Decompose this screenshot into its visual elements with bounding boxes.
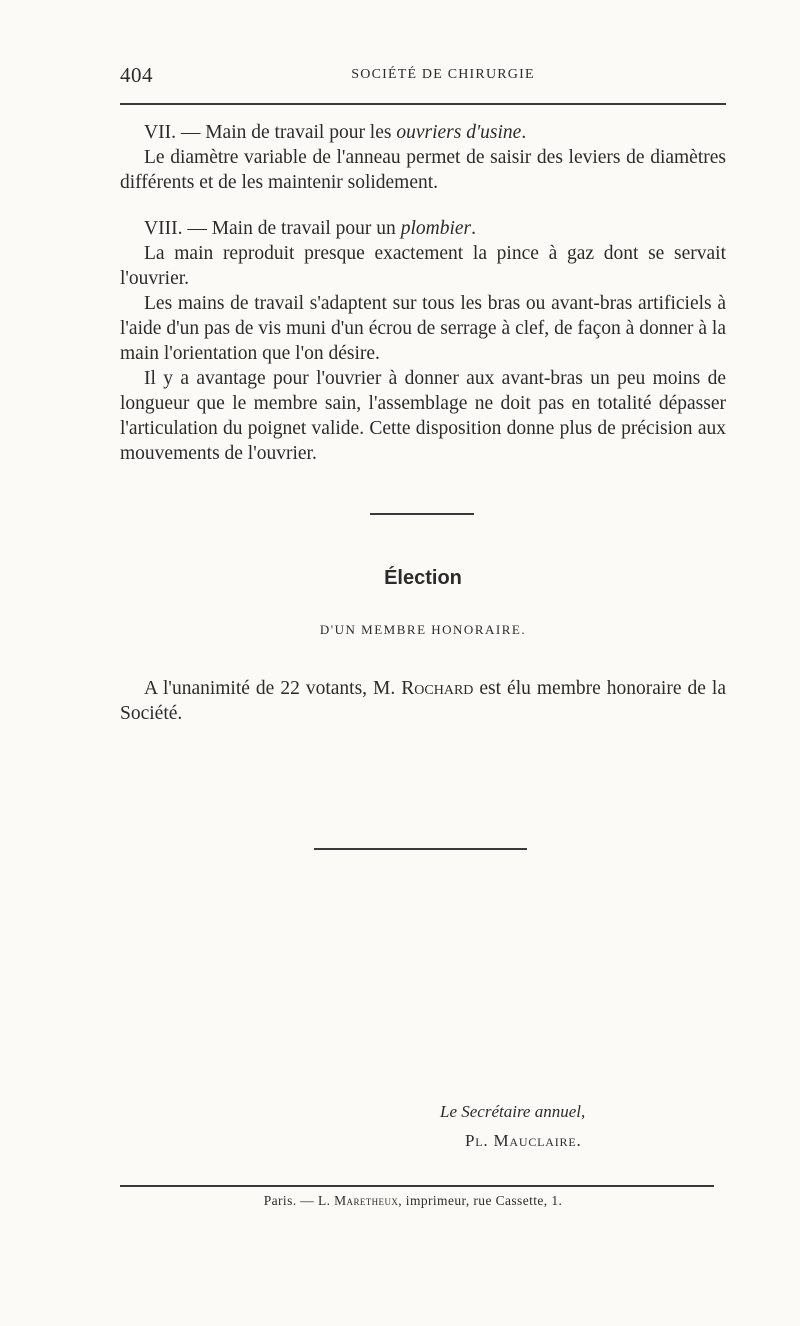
election-text xyxy=(120,676,726,726)
paragraph-avantage: Il y a avantage pour l'ouvrier à donner aux avant-bras un peu moins de longueur que le membre sain, l'assemblage ne doit pas en totalité dépasser l'articulation du poignet valide. Cette disposition donne plus de précision aux mouvements de l'ouvrier. xyxy=(120,368,726,464)
printer-name: Maretheux xyxy=(334,1193,399,1208)
page-number: 404 xyxy=(120,63,153,87)
closing-divider xyxy=(314,848,527,850)
running-title: SOCIÉTÉ DE CHIRURGIE xyxy=(351,67,535,82)
election-paragraph: A l'unanimité de 22 votants, M. Rochard est élu membre honoraire de la Société. xyxy=(120,678,726,724)
item-viii-paragraph: La main reproduit presque exactement la pince à gaz dont se servait l'ouvrier. xyxy=(120,243,726,289)
item-vii-heading: VII. — Main de travail pour les ouvriers d'usine. xyxy=(144,122,527,143)
page-header xyxy=(120,63,726,87)
header-rule xyxy=(120,103,726,105)
signature-title: Le Secrétaire annuel, xyxy=(440,1102,586,1121)
item-vii-paragraph: Le diamètre variable de l'anneau permet de saisir des leviers de diamètres différents et de les maintenir solidement. xyxy=(120,147,726,193)
signature-block xyxy=(440,1097,680,1155)
main-text xyxy=(120,120,726,466)
printer-imprint: Paris. — L. Maretheux, imprimeur, rue Cassette, 1. xyxy=(263,1193,563,1208)
section-title: Élection xyxy=(384,567,462,589)
footer-rule xyxy=(120,1185,714,1187)
signature-name: Pl. Mauclaire. xyxy=(465,1131,582,1150)
elected-member-name: Rochard xyxy=(401,678,474,699)
section-subtitle: D'UN MEMBRE HONORAIRE. xyxy=(319,622,527,637)
section-divider xyxy=(370,513,474,515)
item-viii-heading: VIII. — Main de travail pour un plombier. xyxy=(144,218,476,239)
paragraph-mains-de-travail: Les mains de travail s'adaptent sur tous les bras ou avant-bras artificiels à l'aide d'un pas de vis muni d'un écrou de serrage à clef, de façon à donner à la main l'orientation que l'on désire. xyxy=(120,293,726,364)
